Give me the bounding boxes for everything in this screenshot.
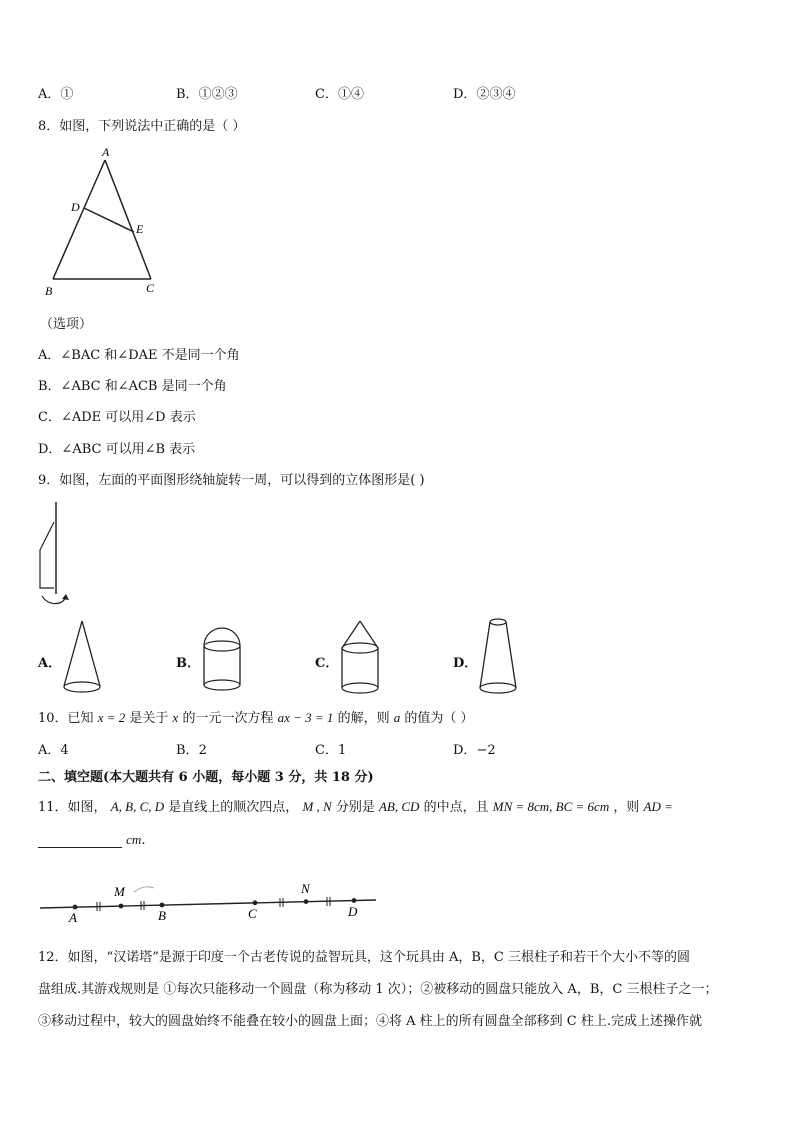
q8-option-a: A．∠BAC 和∠DAE 不是同一个角 — [38, 348, 240, 363]
number-line — [40, 900, 376, 908]
q10-text-3: 的一元一次方程 — [182, 711, 274, 726]
q11-math-lengths: MN = 8cm, BC = 6cm — [492, 799, 610, 814]
q8-option-b: B．∠ABC 和∠ACB 是同一个角 — [38, 379, 227, 394]
point-n — [304, 899, 309, 904]
arrow-head-icon — [62, 594, 69, 600]
q9-option-d-label: D． — [453, 656, 478, 671]
q8-triangle-figure — [40, 140, 170, 302]
q8-option-d: D．∠ABC 可以用∠B 表示 — [38, 442, 196, 457]
q10-text-1: 10．已知 — [38, 711, 94, 726]
q9-option-c-label: C． — [315, 656, 339, 671]
q7-option-d-label: D． — [453, 87, 477, 102]
q11-text-4: 的中点，且 — [423, 800, 489, 815]
section-heading-fill-blank: 二、填空题(本大题共有 6 小题，每小题 3 分，共 18 分) — [38, 770, 374, 785]
label-c: C — [146, 281, 155, 295]
q10-option-a — [38, 739, 69, 758]
q7-option-c-label: C． — [315, 87, 338, 102]
point-b — [160, 903, 165, 908]
q10-math-equation: ax − 3 = 1 — [277, 710, 334, 725]
q10-option-a-text: 4 — [60, 743, 69, 758]
q10-option-b — [176, 739, 207, 758]
q7-option-a — [38, 83, 73, 102]
q10-option-d-label: D． — [453, 743, 477, 758]
point-a — [73, 905, 78, 910]
point-d — [352, 898, 357, 903]
q10-option-d — [453, 739, 496, 758]
q10-text-2: 是关于 — [129, 711, 169, 726]
q11-text-3: 分别是 — [335, 800, 375, 815]
q11-stem — [38, 796, 673, 815]
q11-text-1: 11．如图， — [38, 800, 107, 815]
q10-math-x-value: x = 2 — [97, 710, 126, 725]
segment-de — [84, 208, 134, 232]
q11-answer-blank[interactable] — [38, 833, 122, 848]
q8-stem: 8．如图，下列说法中正确的是（ ） — [38, 119, 246, 134]
q9-plane-figure — [34, 500, 74, 610]
q11-line-figure — [38, 878, 383, 926]
q7-option-b-text: ①②③ — [198, 87, 238, 102]
q12-line-3: ③移动过程中，较大的圆盘始终不能叠在较小的圆盘上面；④将 A 柱上的所有圆盘全部移到 C 柱上.完成上述操作就 — [38, 1014, 702, 1029]
side-ab — [53, 160, 105, 279]
q11-unit: cm — [126, 832, 142, 847]
q9-stem: 9．如图，左面的平面图形绕轴旋转一周，可以得到的立体图形是( ) — [38, 473, 425, 488]
label-d: D — [71, 200, 80, 214]
q10-text-5: 的值为（ ） — [404, 711, 474, 726]
label-a: A — [102, 145, 110, 159]
q11-math-mn: M , N — [302, 799, 332, 814]
q10-option-c-label: C． — [315, 743, 338, 758]
q7-option-d-text: ②③④ — [476, 87, 516, 102]
label-d: D — [348, 904, 358, 919]
q10-option-c-text: 1 — [337, 743, 347, 758]
point-c — [253, 900, 258, 905]
q7-option-b-label: B． — [176, 87, 199, 102]
q10-option-a-label: A． — [38, 743, 61, 758]
q8-options-heading: （选项） — [40, 317, 93, 332]
rotation-arrow-icon — [42, 596, 66, 604]
q8-option-c: C．∠ADE 可以用∠D 表示 — [38, 410, 196, 425]
q10-option-b-text: 2 — [198, 743, 207, 758]
q7-option-a-label: A． — [38, 87, 61, 102]
q9-option-c-cone-cylinder — [336, 618, 384, 700]
label-e: E — [136, 222, 144, 236]
q7-option-c-text: ①④ — [337, 87, 364, 102]
q10-text-4: 的解，则 — [337, 711, 390, 726]
q7-option-c — [315, 83, 364, 102]
label-m: M — [114, 884, 125, 899]
q7-option-a-text: ① — [60, 87, 74, 102]
q11-math-ad: AD = — [643, 799, 673, 814]
q11-answer-line — [38, 832, 145, 848]
label-b: B — [158, 908, 166, 923]
q10-option-c — [315, 739, 346, 758]
q10-stem — [38, 707, 474, 726]
plane-shape — [40, 522, 54, 588]
q9-option-a-label: A． — [38, 656, 62, 671]
q10-math-a: a — [393, 710, 401, 725]
q10-option-b-label: B． — [176, 743, 199, 758]
q11-text-2: 是直线上的顺次四点， — [168, 800, 299, 815]
point-m — [119, 904, 124, 909]
label-b: B — [45, 284, 53, 298]
q12-line-1: 12．如图，“汉诺塔”是源于印度一个古老传说的益智玩具，这个玩具由 A，B，C 三根柱子和若干个大小不等的圆 — [38, 950, 690, 965]
q7-option-b — [176, 83, 238, 102]
label-a: A — [69, 910, 77, 925]
q11-math-points: A, B, C, D — [110, 799, 165, 814]
q9-option-d-frustum — [474, 614, 522, 700]
q9-option-b-hemisphere-cylinder — [198, 624, 246, 696]
q9-option-b-label: B． — [176, 656, 200, 671]
q11-math-segments: AB, CD — [378, 799, 420, 814]
side-ac — [105, 160, 151, 279]
label-n: N — [301, 881, 310, 896]
q10-option-d-text: −2 — [476, 743, 496, 758]
label-c: C — [248, 906, 257, 921]
q11-text-5: ，则 — [613, 800, 640, 815]
q10-math-x: x — [172, 710, 179, 725]
q7-option-d — [453, 83, 515, 102]
q9-option-a-cone — [58, 618, 106, 700]
q11-end-period: . — [141, 833, 146, 848]
q12-line-2: 盘组成.其游戏规则是 ①每次只能移动一个圆盘（称为移动 1 次）；②被移动的圆盘只能放入 A，B，C 三根柱子之一； — [38, 982, 718, 997]
